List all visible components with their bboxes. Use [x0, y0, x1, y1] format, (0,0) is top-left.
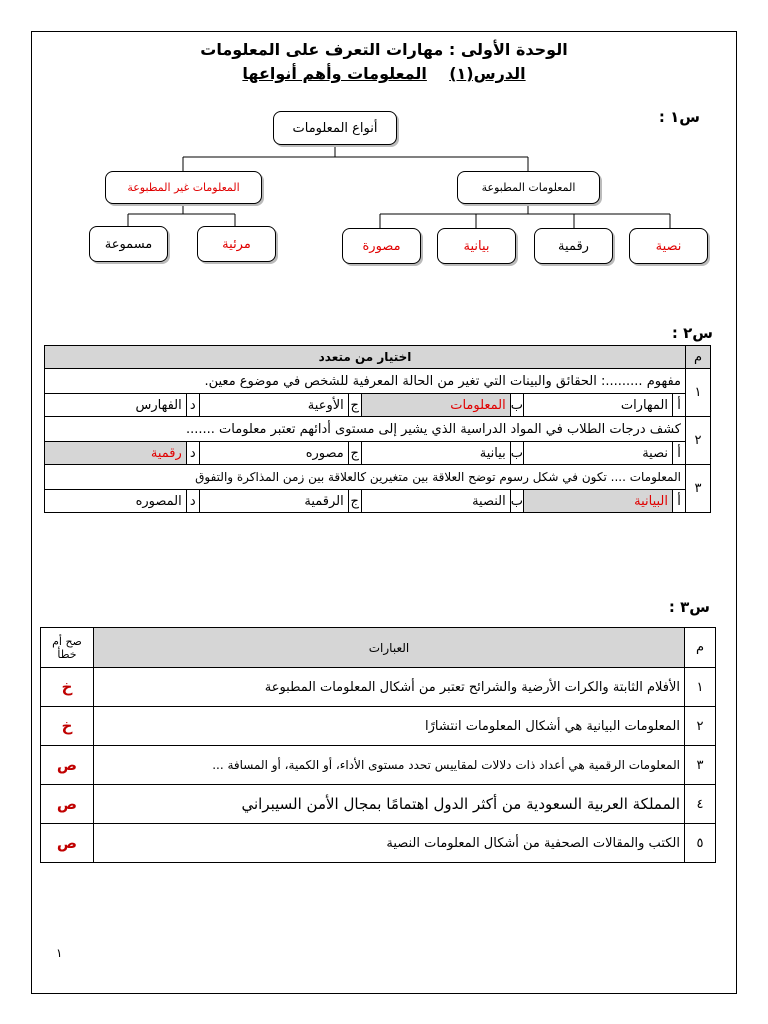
option-letter: ج: [348, 490, 361, 513]
tf-header-statements: العبارات: [94, 628, 685, 668]
tf-row: [41, 824, 716, 863]
tf-num: ٢: [685, 707, 716, 746]
mcq-question-row: [45, 417, 711, 442]
option-letter: أ: [673, 490, 686, 513]
mcq-options-row: [45, 442, 711, 465]
unit-title: الوحدة الأولى : مهارات التعرف على المعلومات: [200, 40, 568, 59]
mcq-option-correct[interactable]: البيانية: [524, 490, 673, 513]
tf-statement: المعلومات الرقمية هي أعداد ذات دلالات لمقاييس تحدد مستوى الأداء، أو الكمية، أو المسافة ...: [94, 746, 685, 785]
tf-statement: المملكة العربية السعودية من أكثر الدول اهتمامًا بمجال الأمن السيبراني: [94, 785, 685, 824]
tf-row: [41, 707, 716, 746]
mcq-header-row: [45, 346, 711, 369]
mcq-options-row: [45, 394, 711, 417]
q3-label: س٣ :: [668, 598, 710, 616]
option-letter: أ: [673, 442, 686, 465]
tf-num: ٤: [685, 785, 716, 824]
mcq-header-title: اختيار من متعدد: [45, 346, 686, 369]
mcq-options-row: [45, 490, 711, 513]
option-letter: ب: [510, 490, 523, 513]
mcq-option[interactable]: المهارات: [524, 394, 673, 417]
tree-leaf-textual: [629, 228, 708, 264]
mcq-question: المعلومات .... تكون في شكل رسوم توضح العلاقة بين متغيرين كالعلاقة بين زمن المذاكرة والتفوق: [45, 465, 686, 490]
mcq-question: كشف درجات الطلاب في المواد الدراسية الذي يشير إلى مستوى أدائهم تعتبر معلومات .......: [45, 417, 686, 442]
tf-num: ٥: [685, 824, 716, 863]
tree-printed-label: المعلومات المطبوعة: [481, 181, 576, 194]
tf-header-row: [41, 628, 716, 668]
tree-non-printed: [105, 171, 262, 204]
mcq-num: ٢: [686, 417, 711, 465]
mcq-option[interactable]: الأوعية: [199, 394, 348, 417]
mcq-header-num: م: [686, 346, 711, 369]
mcq-num: ٣: [686, 465, 711, 513]
tf-mark[interactable]: خ: [41, 668, 94, 707]
option-letter: ج: [348, 394, 361, 417]
tf-mark[interactable]: ص: [41, 746, 94, 785]
option-letter: ب: [510, 394, 523, 417]
leaf-textual-label: نصية: [655, 238, 682, 254]
mcq-option[interactable]: مصوره: [199, 442, 348, 465]
tree-non-printed-label: المعلومات غير المطبوعة: [127, 181, 240, 194]
mcq-option[interactable]: المصوره: [45, 490, 187, 513]
tf-statement: المعلومات البيانية هي أشكال المعلومات انتشارًا: [94, 707, 685, 746]
mcq-option-correct[interactable]: المعلومات: [361, 394, 510, 417]
lesson-number: الدرس(١): [449, 64, 526, 83]
tf-mark[interactable]: ص: [41, 824, 94, 863]
mcq-question-row: [45, 465, 711, 490]
mcq-question: مفهوم .........: الحقائق والبينات التي تغير من الحالة المعرفية للشخص في موضوع معين.: [45, 369, 686, 394]
leaf-pictorial-label: مصورة: [362, 238, 401, 254]
leaf-digital-label: رقمية: [558, 238, 589, 254]
mcq-num: ١: [686, 369, 711, 417]
mcq-table: [44, 345, 711, 513]
option-letter: د: [186, 490, 199, 513]
leaf-graphic-label: بيانية: [463, 238, 490, 254]
tf-statement: الأفلام الثابتة والكرات الأرضية والشرائح تعتبر من أشكال المعلومات المطبوعة: [94, 668, 685, 707]
tf-num: ١: [685, 668, 716, 707]
leaf-audio-label: مسموعة: [104, 236, 153, 252]
tree-leaf-digital: [534, 228, 613, 264]
option-letter: أ: [673, 394, 686, 417]
tf-statement: الكتب والمقالات الصحفية من أشكال المعلومات النصية: [94, 824, 685, 863]
mcq-option[interactable]: الفهارس: [45, 394, 187, 417]
tree-leaf-visual: [197, 226, 276, 262]
tf-row: [41, 668, 716, 707]
tree-root: [273, 111, 397, 145]
tree-leaf-pictorial: [342, 228, 421, 264]
tf-header-num: م: [685, 628, 716, 668]
tree-root-label: أنواع المعلومات: [292, 120, 378, 136]
page-number: ١: [56, 946, 63, 960]
mcq-option-correct[interactable]: رقمية: [45, 442, 187, 465]
tf-mark[interactable]: خ: [41, 707, 94, 746]
option-letter: ج: [348, 442, 361, 465]
tree-leaf-graphic: [437, 228, 516, 264]
tf-row: [41, 746, 716, 785]
true-false-table: [40, 627, 716, 863]
option-letter: د: [186, 442, 199, 465]
mcq-option[interactable]: بيانية: [361, 442, 510, 465]
lesson-name: المعلومات وأهم أنواعها: [242, 64, 427, 83]
q2-label: س٢ :: [671, 324, 713, 342]
mcq-question-row: [45, 369, 711, 394]
tree-printed: [457, 171, 600, 204]
mcq-option[interactable]: نصية: [524, 442, 673, 465]
tree-leaf-audio: [89, 226, 168, 262]
option-letter: د: [186, 394, 199, 417]
mcq-option[interactable]: النصية: [361, 490, 510, 513]
tf-header-answer: صح أم خطأ: [41, 628, 94, 668]
mcq-option[interactable]: الرقمية: [199, 490, 348, 513]
q1-label: س١ :: [658, 108, 700, 126]
tf-row: [41, 785, 716, 824]
option-letter: ب: [510, 442, 523, 465]
tf-num: ٣: [685, 746, 716, 785]
tf-mark[interactable]: ص: [41, 785, 94, 824]
leaf-visual-label: مرئية: [222, 236, 251, 252]
